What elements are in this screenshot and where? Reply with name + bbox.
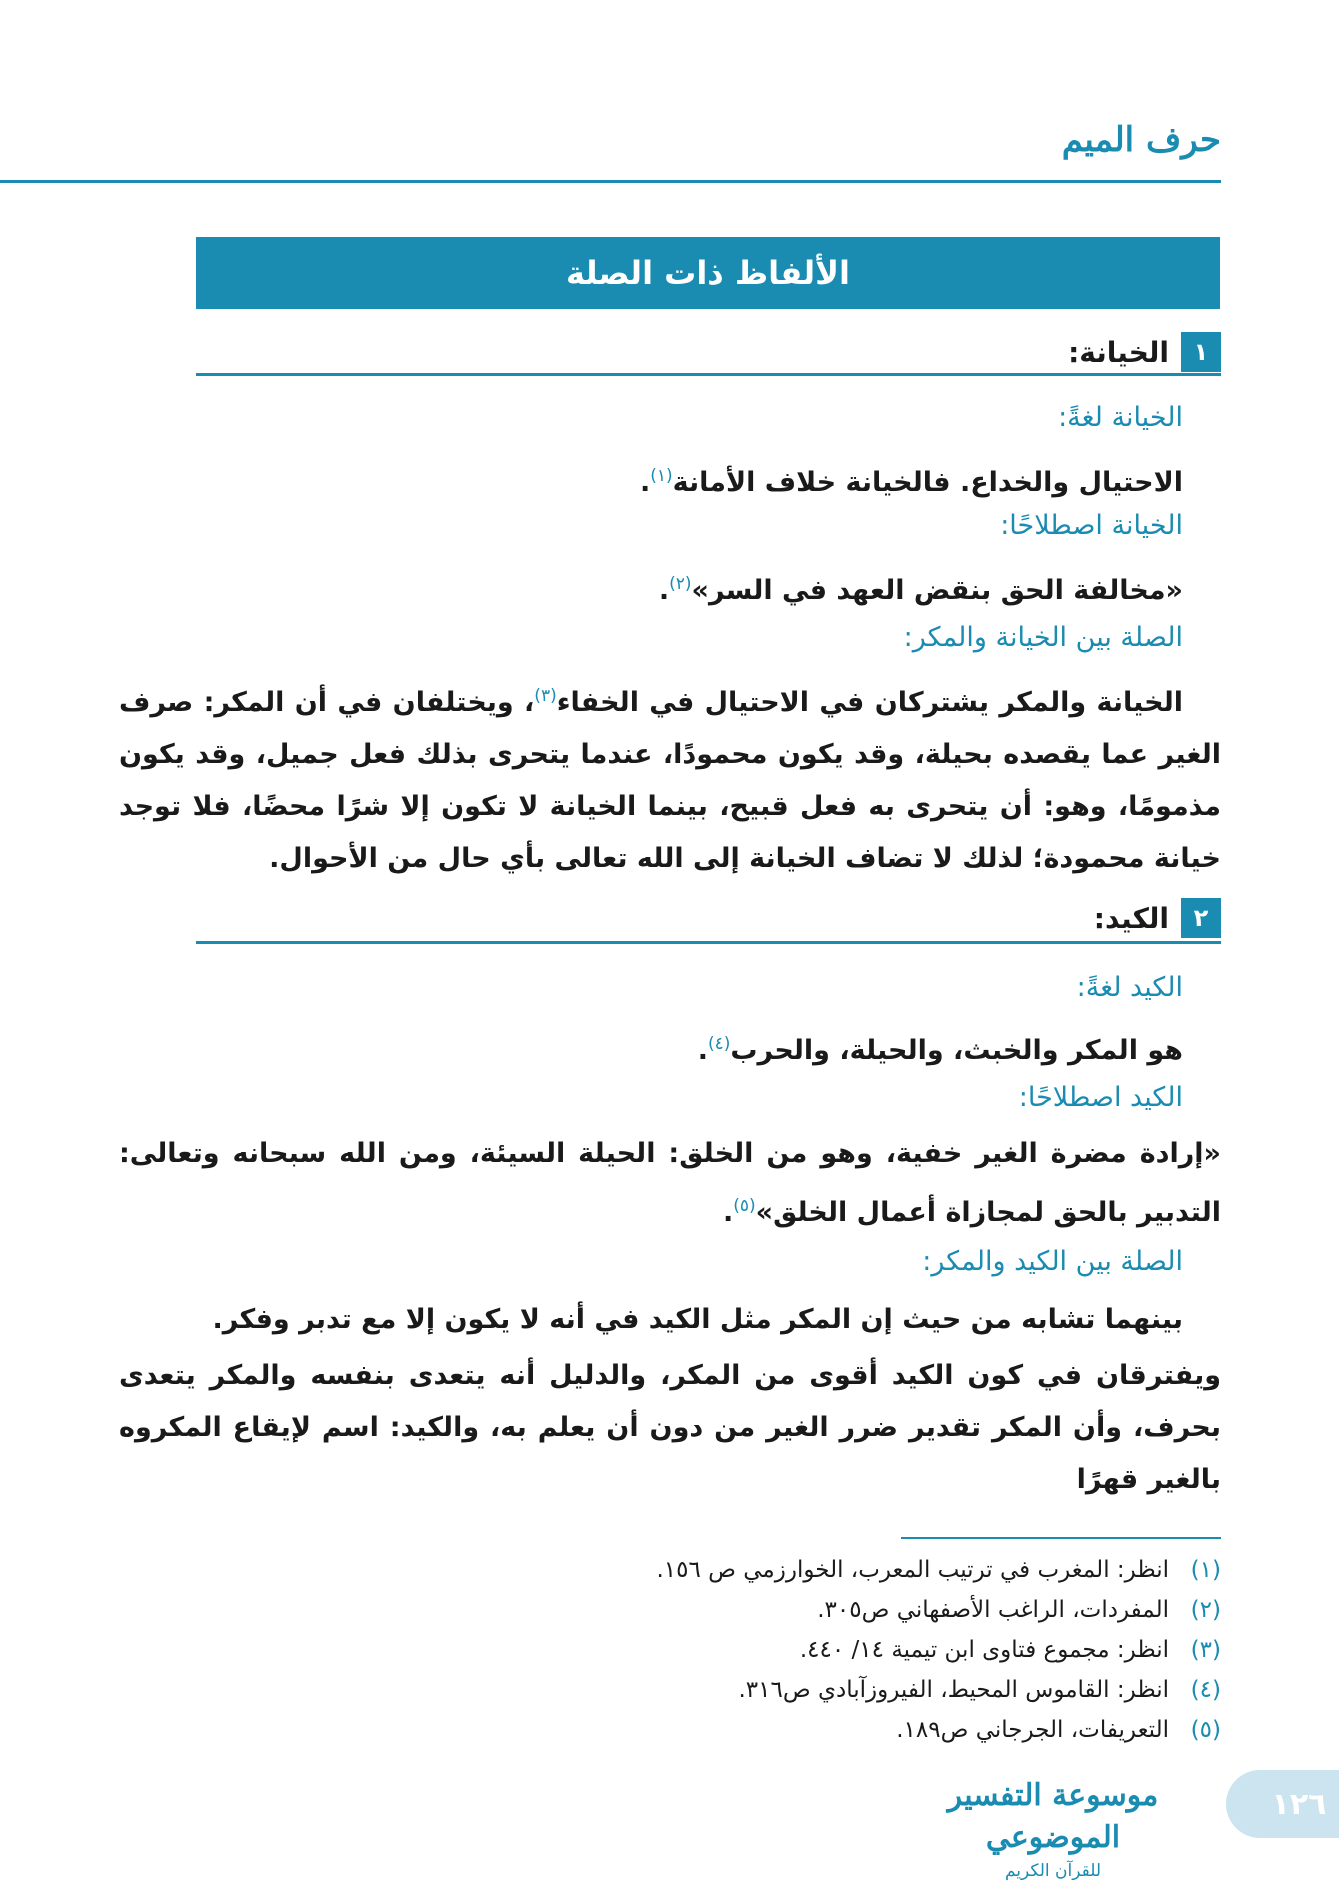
section-divider-1 [196, 373, 1221, 376]
footnote-divider [901, 1537, 1221, 1539]
term-label-1: الخيانة اصطلاحًا: [1000, 510, 1183, 541]
lang-text-2: هو المكر والخبث، والحيلة، والحرب$^{(٤)}$. [697, 1034, 1183, 1066]
lang-label-2: الكيد لغةً: [1076, 972, 1183, 1003]
footnote-item: (٥) التعريفات، الجرجاني ص١٨٩. [896, 1717, 1221, 1743]
relation-text-1: الخيانة والمكر يشتركان في الاحتيال في الخفاء$^{(٣)}$، ويختلفان في أن المكر: صرف الغير عما يقصده بحيلة، وقد يكون محمودًا، عندما يتحرى بذلك فعل جميل، وقد يكون مذمومًا، وهو: أن يتحرى به فعل قبيح، بينما الخيانة لا تكون إلا شرًا محضًا، فلا توجد خيانة محمودة؛ لذلك لا تضاف الخيانة إلى الله تعالى بأي حال من الأحوال. [119, 686, 1221, 874]
encyclopedia-logo: موسوعة التفسير الموضوعي للقرآن الكريم [947, 1778, 1159, 1881]
relation-text-2b: ويفترقان في كون الكيد أقوى من المكر، والدليل أنه يتعدى بنفسه والمكر يتعدى بحرف، وأن المكر تقدير ضرر الغير من دون أن يعلم به، والكيد: اسم لإيقاع المكروه بالغير قهرًا [119, 1360, 1221, 1495]
footnote-ref-3[interactable]: (٣) [534, 686, 557, 706]
term-label-2: الكيد اصطلاحًا: [1018, 1082, 1183, 1113]
section-heading-1 [1068, 331, 1221, 373]
section-title-2: الكيد: [1093, 901, 1169, 935]
chapter-title: حرف الميم [1061, 120, 1221, 160]
section-banner: الألفاظ ذات الصلة [196, 237, 1220, 309]
section-divider-2 [196, 941, 1221, 944]
footnote-ref-4[interactable]: (٤) [707, 1034, 731, 1054]
footnote-ref-1[interactable]: (١) [650, 466, 673, 486]
lang-label-1: الخيانة لغةً: [1058, 402, 1183, 433]
footnote-list [221, 1550, 1221, 1750]
relation-label-1: الصلة بين الخيانة والمكر: [903, 622, 1183, 653]
footnote-ref-5[interactable]: (٥) [733, 1196, 756, 1216]
term-text-1: «مخالفة الحق بنقض العهد في السر»$^{(٢)}$. [658, 574, 1183, 606]
section-number-2: ٢ [1181, 898, 1221, 938]
section-title-1: الخيانة: [1068, 335, 1169, 369]
header-divider [0, 180, 1221, 183]
section-heading-2 [1094, 897, 1221, 939]
page-number: ١٢٦ [1226, 1770, 1339, 1838]
relation-label-2: الصلة بين الكيد والمكر: [922, 1246, 1183, 1277]
lang-text-1: الاحتيال والخداع. فالخيانة خلاف الأمانة$^{(١)}$. [639, 466, 1183, 498]
footnote-item: (٣) انظر: مجموع فتاوى ابن تيمية ١٤/ ٤٤٠. [799, 1637, 1221, 1663]
relation-text-2a: بينهما تشابه من حيث إن المكر مثل الكيد في أنه لا يكون إلا مع تدبر وفكر. [212, 1304, 1183, 1335]
footnote-item: (٢) المفردات، الراغب الأصفهاني ص٣٠٥. [817, 1597, 1221, 1623]
footnote-ref-2[interactable]: (٢) [669, 574, 692, 594]
section-number-1: ١ [1181, 332, 1221, 372]
footnote-item: (١) انظر: المغرب في ترتيب المعرب، الخوارزمي ص ١٥٦. [656, 1557, 1221, 1583]
term-text-2: «إرادة مضرة الغير خفية، وهو من الخلق: الحيلة السيئة، ومن الله سبحانه وتعالى: التدبير بالحق لمجازاة أعمال الخلق»$^{(٥)}$. [119, 1138, 1221, 1228]
footnote-item: (٤) انظر: القاموس المحيط، الفيروزآبادي ص٣١٦. [738, 1677, 1221, 1703]
